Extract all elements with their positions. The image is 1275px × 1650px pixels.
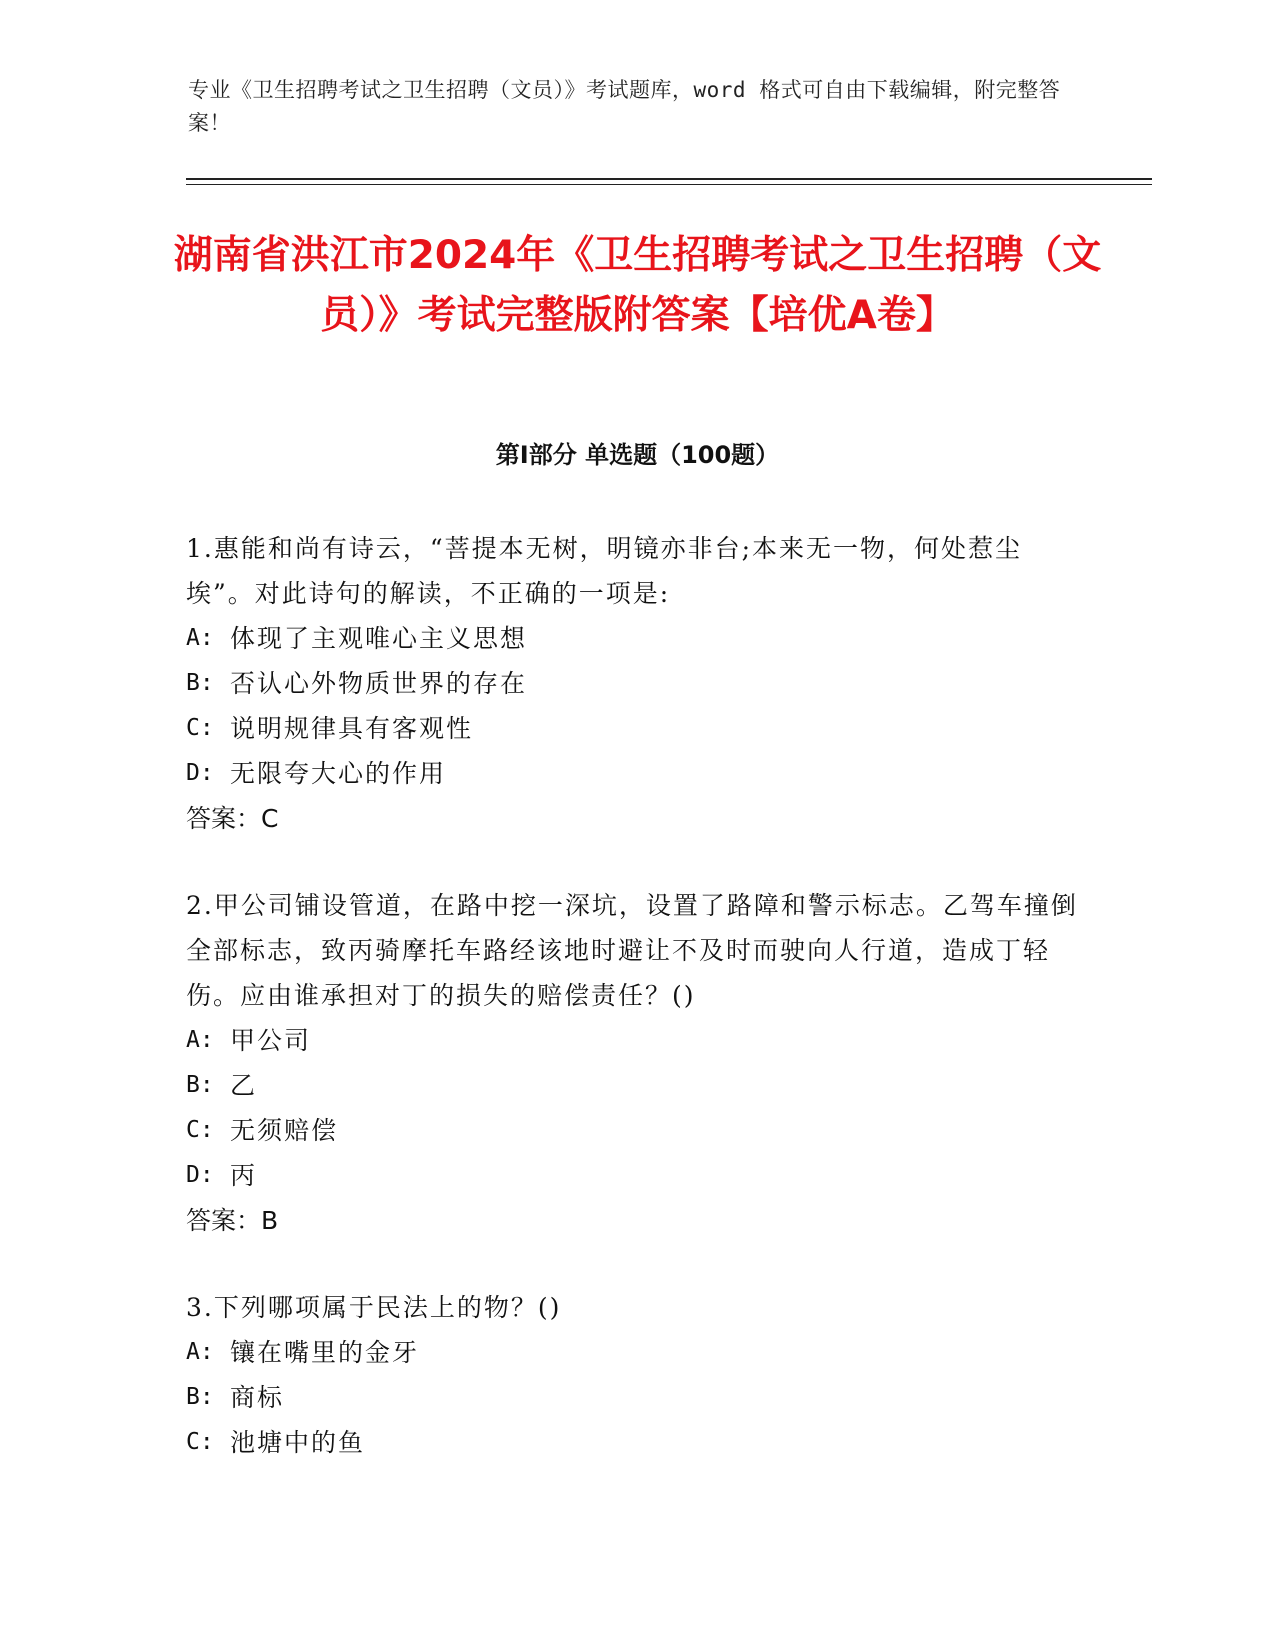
option-key: A: [186, 1339, 214, 1365]
option-a [186, 616, 1086, 661]
option-d [186, 1153, 1086, 1198]
option-key: B: [186, 670, 214, 696]
question-3 [186, 1285, 1086, 1465]
option-key: D: [186, 760, 214, 786]
option-key: C: [186, 715, 214, 741]
question-stem: 1.惠能和尚有诗云，“菩提本无树，明镜亦非台;本来无一物，何处惹尘埃”。对此诗句的解读，不正确的一项是: [186, 534, 1023, 608]
option-text: 无限夸大心的作用 [230, 759, 447, 788]
option-key: A: [186, 1027, 214, 1053]
option-key: B: [186, 1384, 214, 1410]
document-title: 湖南省洪江市2024年《卫生招聘考试之卫生招聘（文员）》考试完整版附答案【培优A卷】 [173, 233, 1102, 338]
option-key: C: [186, 1429, 214, 1455]
option-b [186, 1063, 1086, 1108]
option-key: C: [186, 1117, 214, 1143]
option-text: 镶在嘴里的金牙 [230, 1338, 420, 1367]
answer-line: 答案：C [186, 804, 279, 833]
option-text: 甲公司 [230, 1026, 312, 1055]
question-1 [186, 526, 1086, 841]
option-a [186, 1018, 1086, 1063]
option-text: 池塘中的鱼 [230, 1428, 366, 1457]
option-b [186, 661, 1086, 706]
question-stem: 2.甲公司铺设管道，在路中挖一深坑，设置了路障和警示标志。乙驾车撞倒全部标志，致丙骑摩托车路经该地时避让不及时而驶向人行道，造成丁轻伤。应由谁承担对丁的损失的赔偿责任？() [186, 891, 1078, 1010]
header-rule-thin [186, 184, 1152, 185]
option-text: 丙 [230, 1161, 258, 1190]
question-list [186, 526, 1086, 1507]
option-d [186, 751, 1086, 796]
option-c [186, 1420, 1086, 1465]
question-stem: 3.下列哪项属于民法上的物？() [186, 1293, 562, 1322]
option-text: 无须赔偿 [230, 1116, 339, 1145]
answer-line: 答案：B [186, 1206, 279, 1235]
option-key: B: [186, 1072, 214, 1098]
header-rule-thick [186, 178, 1152, 180]
option-key: D: [186, 1162, 214, 1188]
option-b [186, 1375, 1086, 1420]
option-c [186, 1108, 1086, 1153]
header-note: 专业《卫生招聘考试之卫生招聘（文员）》考试题库，word 格式可自由下载编辑，附完整答案！ [188, 78, 1061, 135]
section-heading: 第Ⅰ部分 单选题（100题） [495, 441, 780, 469]
option-c [186, 706, 1086, 751]
option-text: 说明规律具有客观性 [230, 714, 474, 743]
option-text: 体现了主观唯心主义思想 [230, 624, 528, 653]
question-2 [186, 883, 1086, 1243]
option-text: 否认心外物质世界的存在 [230, 669, 528, 698]
option-key: A: [186, 625, 214, 651]
option-text: 乙 [230, 1071, 258, 1100]
option-text: 商标 [230, 1383, 285, 1412]
option-a [186, 1330, 1086, 1375]
